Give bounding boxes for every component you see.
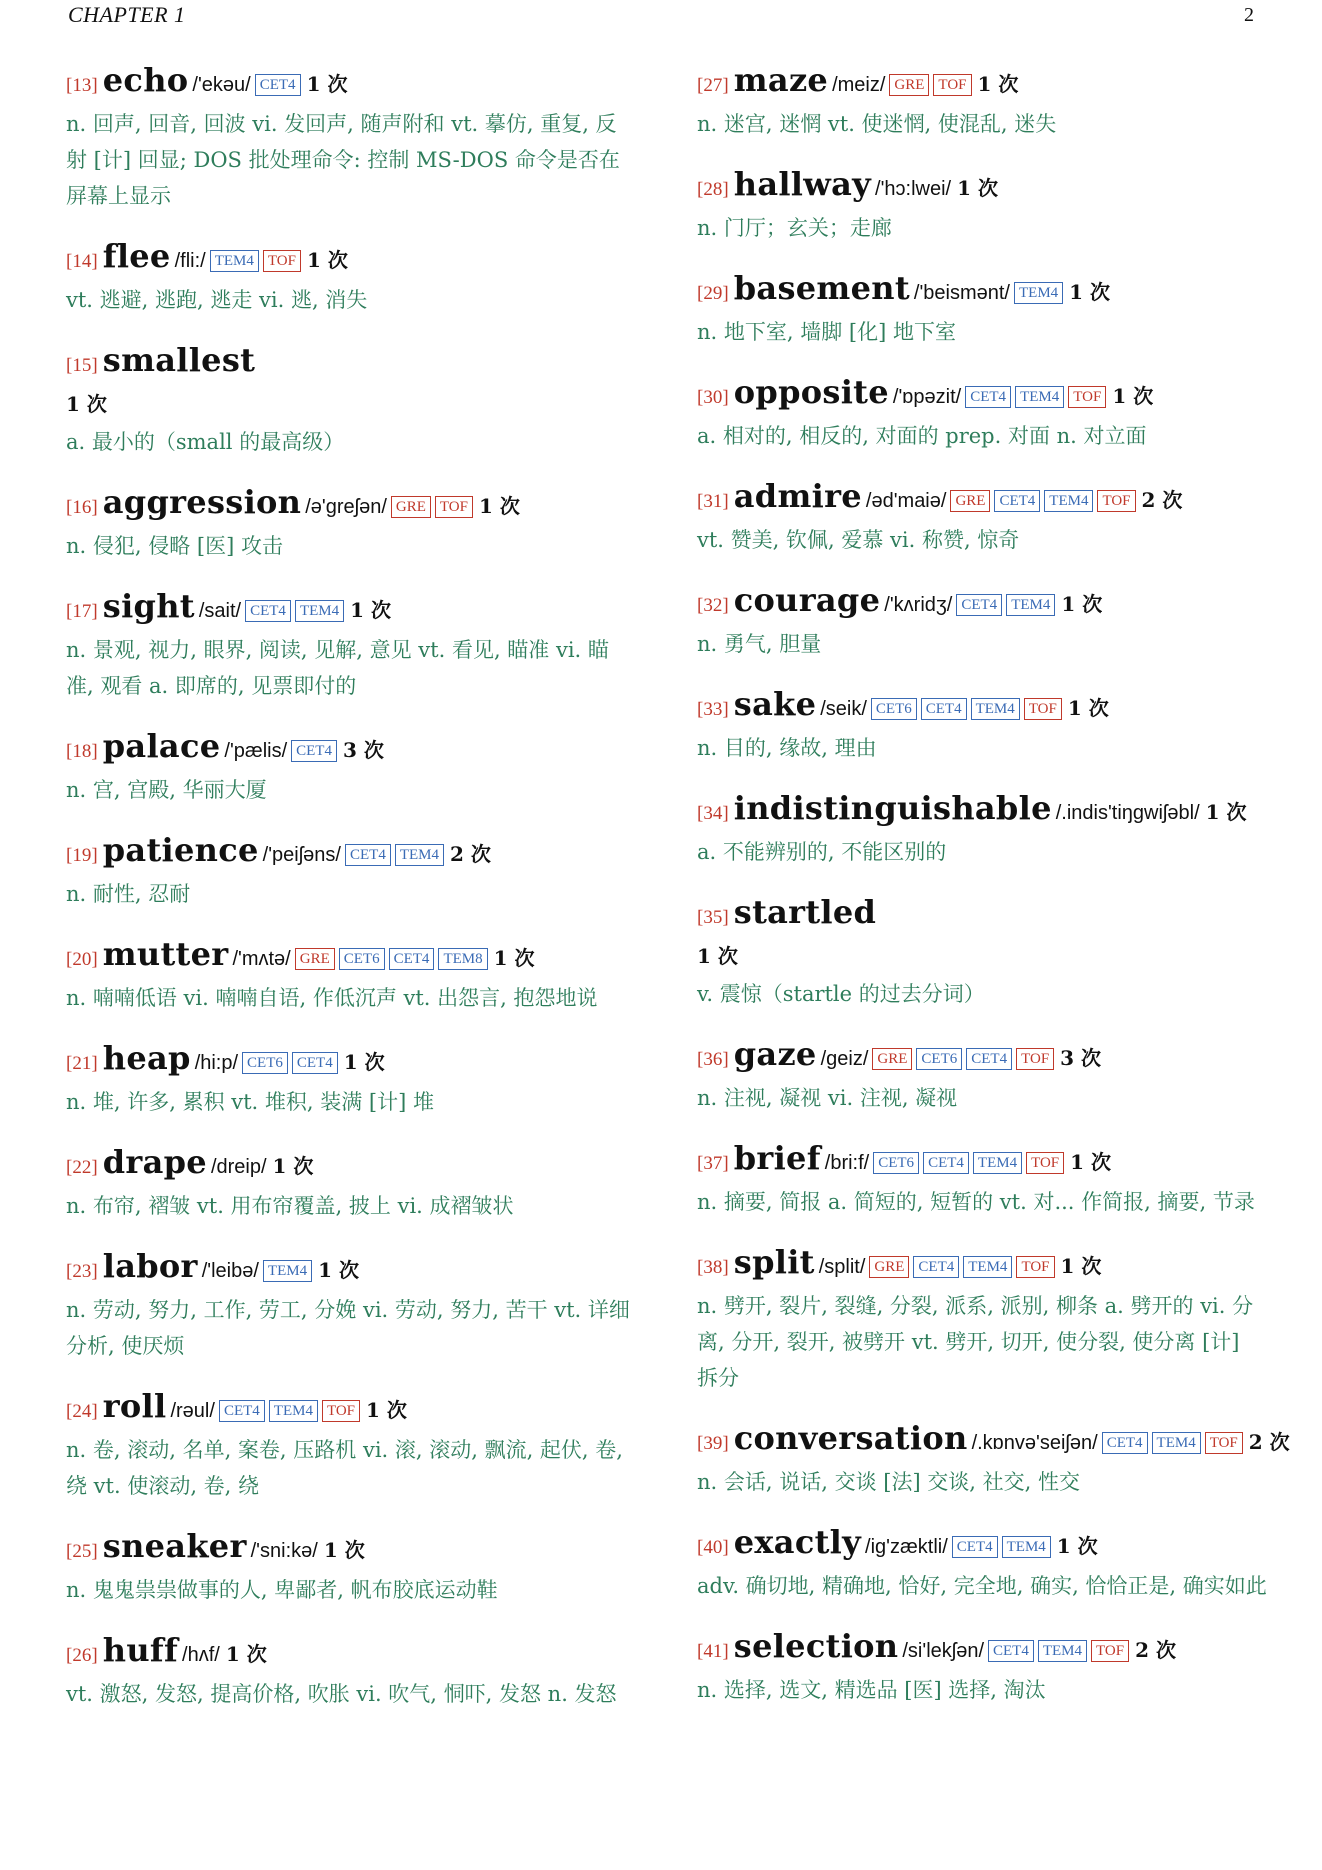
exam-tag: CET4 — [966, 1048, 1012, 1070]
entry-headline — [697, 1034, 1267, 1080]
definition: n. 注视, 凝视 vi. 注视, 凝视 — [697, 1086, 958, 1110]
vocab-entry — [697, 268, 1267, 350]
frequency-count: 1 次 — [272, 1154, 314, 1178]
frequency-count: 2 次 — [1141, 488, 1183, 512]
definition: n. 目的, 缘故, 理由 — [697, 736, 877, 760]
exam-tag: CET4 — [255, 74, 301, 96]
phonetic: /'sni:kə/ — [250, 1540, 318, 1562]
phonetic: /'kʌridʒ/ — [884, 594, 953, 616]
headword: flee — [102, 237, 171, 275]
definition: n. 选择, 选文, 精选品 [医] 选择, 淘汰 — [697, 1678, 1046, 1702]
exam-tag: TEM8 — [438, 948, 487, 970]
entry-headline — [66, 934, 636, 980]
phonetic: /'hɔ:lwei/ — [875, 178, 952, 200]
headword: maze — [733, 61, 829, 99]
entry-headline — [697, 164, 1267, 210]
definition: n. 景观, 视力, 眼界, 阅读, 见解, 意见 vt. 看见, 瞄准 vi. 瞄准, 观看 a. 即席的, 见票即付的 — [66, 638, 609, 698]
entry-number: [41] — [697, 1641, 729, 1662]
entry-number: [14] — [66, 251, 98, 272]
exam-tag: TOF — [1097, 490, 1135, 512]
headword: gaze — [733, 1035, 817, 1073]
definition: adv. 确切地, 精确地, 恰好, 完全地, 确实, 恰恰正是, 确实如此 — [697, 1574, 1267, 1598]
phonetic: /'mʌtə/ — [232, 948, 291, 970]
exam-tag: TEM4 — [963, 1256, 1012, 1278]
definition: vt. 逃避, 逃跑, 逃走 vi. 逃, 消失 — [66, 288, 368, 312]
exam-tag: CET6 — [916, 1048, 962, 1070]
entry-number: [36] — [697, 1049, 729, 1070]
entry-headline — [697, 580, 1267, 626]
exam-tag: CET6 — [873, 1152, 919, 1174]
entry-number: [39] — [697, 1433, 729, 1454]
vocab-entry — [66, 586, 636, 704]
definition: n. 回声, 回音, 回波 vi. 发回声, 随声附和 vt. 摹仿, 重复, 反射 [计] 回显; DOS 批处理命令: 控制 MS-DOS 命令是否在屏幕上显示 — [66, 112, 620, 208]
phonetic: /hi:p/ — [194, 1052, 239, 1074]
phonetic: /meiz/ — [832, 74, 886, 96]
headword: exactly — [733, 1523, 862, 1561]
phonetic: /.indis'tiŋgwiʃəbl/ — [1055, 802, 1200, 824]
vocab-entry — [66, 726, 636, 808]
entry-headline — [697, 476, 1267, 522]
exam-tag: TOF — [1016, 1048, 1054, 1070]
definition: n. 卷, 滚动, 名单, 案卷, 压路机 vi. 滚, 滚动, 飘流, 起伏, 卷, 绕 vt. 使滚动, 卷, 绕 — [66, 1438, 623, 1498]
phonetic: /split/ — [818, 1256, 866, 1278]
frequency-count: 1 次 — [478, 494, 520, 518]
headword: palace — [102, 727, 221, 765]
entry-headline — [697, 788, 1267, 834]
entry-headline — [697, 268, 1267, 314]
frequency-count: 1 次 — [1069, 280, 1111, 304]
exam-tag: CET6 — [871, 698, 917, 720]
page-header — [68, 0, 1254, 30]
entry-number: [16] — [66, 497, 98, 518]
exam-tag: TEM4 — [1152, 1432, 1201, 1454]
exam-tag: TEM4 — [295, 600, 344, 622]
definition: n. 侵犯, 侵略 [医] 攻击 — [66, 534, 283, 558]
exam-tag: CET4 — [389, 948, 435, 970]
frequency-count: 1 次 — [323, 1538, 365, 1562]
entry-headline — [66, 1246, 636, 1292]
entry-number: [35] — [697, 907, 729, 928]
exam-tag: CET4 — [956, 594, 1002, 616]
exam-tag: CET4 — [952, 1536, 998, 1558]
headword: aggression — [102, 483, 302, 521]
exam-tag: CET4 — [245, 600, 291, 622]
exam-tag: GRE — [869, 1256, 909, 1278]
entry-number: [22] — [66, 1157, 98, 1178]
definition: n. 堆, 许多, 累积 vt. 堆积, 装满 [计] 堆 — [66, 1090, 434, 1114]
frequency-count: 1 次 — [1112, 384, 1154, 408]
entry-headline — [697, 892, 1267, 938]
vocab-entry — [697, 1522, 1267, 1604]
exam-tag: CET4 — [921, 698, 967, 720]
definition: a. 不能辨别的, 不能区别的 — [697, 840, 947, 864]
vocab-entry — [66, 482, 636, 564]
phonetic: /sait/ — [198, 600, 242, 622]
entry-number: [34] — [697, 803, 729, 824]
frequency-count: 1 次 — [697, 944, 738, 968]
exam-tag: TOF — [933, 74, 971, 96]
frequency-count: 3 次 — [342, 738, 384, 762]
entry-headline — [66, 60, 636, 106]
vocab-entry — [66, 1142, 636, 1224]
vocab-entry — [66, 60, 636, 214]
entry-headline — [66, 236, 636, 282]
definition: n. 门厅；玄关；走廊 — [697, 216, 892, 240]
entry-headline — [697, 1626, 1267, 1672]
phonetic: /si'lekʃən/ — [902, 1640, 985, 1662]
left-column — [66, 60, 636, 1734]
exam-tag: TOF — [263, 250, 301, 272]
headword: drape — [102, 1143, 207, 1181]
vocab-entry — [66, 340, 636, 460]
frequency-count: 1 次 — [1056, 1534, 1098, 1558]
vocab-entry — [697, 60, 1267, 142]
entry-headline — [697, 372, 1267, 418]
entry-number: [37] — [697, 1153, 729, 1174]
frequency-count: 1 次 — [225, 1642, 267, 1666]
vocab-entry — [66, 1038, 636, 1120]
definition: n. 布帘, 褶皱 vt. 用布帘覆盖, 披上 vi. 成褶皱状 — [66, 1194, 514, 1218]
definition: vt. 激怒, 发怒, 提高价格, 吹胀 vi. 吹气, 恫吓, 发怒 n. 发怒 — [66, 1682, 617, 1706]
vocab-entry — [697, 1418, 1290, 1500]
headword: sake — [733, 685, 817, 723]
headword: sneaker — [102, 1527, 247, 1565]
exam-tag: TEM4 — [1015, 386, 1064, 408]
frequency-count: 2 次 — [450, 842, 491, 866]
phonetic: /'ekəu/ — [192, 74, 251, 96]
exam-tag: TEM4 — [395, 844, 444, 866]
entry-headline — [697, 1138, 1267, 1184]
entry-number: [23] — [66, 1261, 98, 1282]
frequency-count: 1 次 — [1067, 696, 1109, 720]
frequency-count: 1 次 — [957, 176, 999, 200]
headword: brief — [733, 1139, 821, 1177]
exam-tag: TOF — [1068, 386, 1106, 408]
entry-number: [40] — [697, 1537, 729, 1558]
definition: vt. 赞美, 钦佩, 爱慕 vi. 称赞, 惊奇 — [697, 528, 1020, 552]
definition: n. 喃喃低语 vi. 喃喃自语, 作低沉声 vt. 出怨言, 抱怨地说 — [66, 986, 598, 1010]
phonetic: /'ɒpəzit/ — [892, 386, 962, 408]
headword: patience — [102, 831, 259, 869]
exam-tag: CET6 — [339, 948, 385, 970]
vocab-entry — [697, 476, 1267, 558]
entry-headline — [66, 1038, 636, 1084]
entry-number: [15] — [66, 355, 98, 376]
exam-tag: TOF — [1205, 1432, 1243, 1454]
frequency-count: 1 次 — [1061, 592, 1103, 616]
exam-tag: TEM4 — [269, 1400, 318, 1422]
headword: sight — [102, 587, 195, 625]
definition: n. 摘要, 简报 a. 简短的, 短暂的 vt. 对... 作简报, 摘要, 节录 — [697, 1190, 1255, 1214]
headword: split — [733, 1243, 815, 1281]
entry-headline — [66, 726, 636, 772]
exam-tag: TOF — [1026, 1152, 1064, 1174]
definition: n. 耐性, 忍耐 — [66, 882, 191, 906]
vocab-entry — [66, 1386, 636, 1504]
vocab-entry — [697, 580, 1267, 662]
entry-headline — [66, 340, 636, 386]
headword: opposite — [733, 373, 889, 411]
phonetic: /seik/ — [820, 698, 867, 720]
definition: n. 迷宫, 迷惘 vt. 使迷惘, 使混乱, 迷失 — [697, 112, 1057, 136]
headword: smallest — [102, 341, 256, 379]
entry-number: [26] — [66, 1645, 98, 1666]
entry-number: [27] — [697, 75, 729, 96]
phonetic: /ig'zæktli/ — [865, 1536, 948, 1558]
exam-tag: TEM4 — [973, 1152, 1022, 1174]
entry-headline — [66, 482, 636, 528]
definition: v. 震惊（startle 的过去分词） — [697, 982, 985, 1006]
exam-tag: TEM4 — [1002, 1536, 1051, 1558]
entry-headline — [697, 60, 1267, 106]
phonetic: /dreip/ — [210, 1156, 267, 1178]
frequency-count: 1 次 — [350, 598, 391, 622]
vocab-entry — [66, 1526, 636, 1608]
headword: conversation — [733, 1419, 968, 1457]
entry-headline — [66, 1386, 636, 1432]
exam-tag: CET4 — [292, 1052, 338, 1074]
frequency-count: 1 次 — [493, 946, 535, 970]
entry-headline — [66, 830, 636, 876]
exam-tag: CET4 — [1102, 1432, 1148, 1454]
frequency-count: 1 次 — [343, 1050, 385, 1074]
exam-tag: GRE — [950, 490, 990, 512]
exam-tag: CET4 — [965, 386, 1011, 408]
entry-headline — [66, 586, 636, 632]
entry-headline — [697, 1418, 1290, 1464]
exam-tag: CET4 — [988, 1640, 1034, 1662]
vocab-entry — [66, 934, 636, 1016]
exam-tag: TEM4 — [263, 1260, 312, 1282]
frequency-count: 1 次 — [66, 392, 107, 416]
frequency-count: 1 次 — [977, 72, 1019, 96]
vocab-entry — [697, 1242, 1267, 1396]
exam-tag: CET4 — [219, 1400, 265, 1422]
vocab-entry — [66, 1246, 636, 1364]
phonetic: /ə'greʃən/ — [305, 496, 387, 518]
definition: n. 地下室, 墙脚 [化] 地下室 — [697, 320, 956, 344]
definition: n. 劈开, 裂片, 裂缝, 分裂, 派系, 派别, 柳条 a. 劈开的 vi. 分离, 分开, 裂开, 被劈开 vt. 劈开, 切开, 使分裂, 使分离 [计] 拆分 — [697, 1294, 1254, 1390]
headword: labor — [102, 1247, 198, 1285]
entry-number: [38] — [697, 1257, 729, 1278]
definition: n. 勇气, 胆量 — [697, 632, 822, 656]
phonetic: /əd'maiə/ — [865, 490, 947, 512]
vocab-entry — [697, 1034, 1267, 1116]
chapter-title: CHAPTER 1 — [68, 2, 186, 27]
page-number: 2 — [1244, 3, 1254, 26]
exam-tag: CET4 — [923, 1152, 969, 1174]
frequency-count: 1 次 — [318, 1258, 359, 1282]
exam-tag: TEM4 — [971, 698, 1020, 720]
exam-tag: TEM4 — [1038, 1640, 1087, 1662]
right-column — [697, 60, 1290, 1730]
entry-headline — [66, 1142, 636, 1188]
entry-headline — [697, 1242, 1267, 1288]
exam-tag: TEM4 — [210, 250, 259, 272]
phonetic: /'pælis/ — [224, 740, 288, 762]
frequency-count: 3 次 — [1060, 1046, 1102, 1070]
vocab-entry — [697, 892, 1267, 1012]
headword: huff — [102, 1631, 179, 1669]
headword: hallway — [733, 165, 872, 203]
headword: selection — [733, 1627, 899, 1665]
headword: admire — [733, 477, 862, 515]
phonetic: /'leibə/ — [201, 1260, 259, 1282]
exam-tag: TEM4 — [1044, 490, 1093, 512]
frequency-count: 1 次 — [366, 1398, 407, 1422]
phonetic: /hʌf/ — [182, 1644, 220, 1666]
entry-number: [20] — [66, 949, 98, 970]
exam-tag: CET4 — [345, 844, 391, 866]
definition: a. 最小的（small 的最高级） — [66, 430, 345, 454]
vocab-entry — [66, 236, 636, 318]
frequency-count: 2 次 — [1248, 1430, 1290, 1454]
frequency-count: 1 次 — [1205, 800, 1247, 824]
frequency-count: 1 次 — [306, 248, 348, 272]
exam-tag: TOF — [435, 496, 473, 518]
phonetic: /geiz/ — [820, 1048, 869, 1070]
exam-tag: CET6 — [242, 1052, 288, 1074]
entry-number: [30] — [697, 387, 729, 408]
exam-tag: CET4 — [994, 490, 1040, 512]
frequency-count: 1 次 — [1060, 1254, 1102, 1278]
exam-tag: GRE — [295, 948, 335, 970]
entry-headline — [66, 1630, 636, 1676]
entry-number: [21] — [66, 1053, 98, 1074]
headword: heap — [102, 1039, 191, 1077]
vocab-entry — [697, 1626, 1267, 1708]
headword: startled — [733, 893, 877, 931]
entry-number: [17] — [66, 601, 98, 622]
definition: n. 宫, 宫殿, 华丽大厦 — [66, 778, 267, 802]
entry-number: [18] — [66, 741, 98, 762]
vocab-entry — [66, 1630, 636, 1712]
vocab-entry — [697, 684, 1267, 766]
definition: n. 劳动, 努力, 工作, 劳工, 分娩 vi. 劳动, 努力, 苦干 vt. 详细分析, 使厌烦 — [66, 1298, 630, 1358]
frequency-count: 2 次 — [1135, 1638, 1176, 1662]
entry-headline — [697, 1522, 1267, 1568]
entry-number: [28] — [697, 179, 729, 200]
exam-tag: GRE — [391, 496, 431, 518]
entry-number: [29] — [697, 283, 729, 304]
headword: indistinguishable — [733, 789, 1052, 827]
phonetic: /'peiʃəns/ — [262, 844, 341, 866]
phonetic: /fli:/ — [174, 250, 206, 272]
frequency-count: 1 次 — [306, 72, 348, 96]
exam-tag: TOF — [1016, 1256, 1054, 1278]
entry-headline — [697, 684, 1267, 730]
headword: basement — [733, 269, 910, 307]
headword: echo — [102, 61, 189, 99]
vocab-entry — [66, 830, 636, 912]
count-line — [697, 938, 1267, 976]
headword: mutter — [102, 935, 229, 973]
phonetic: /bri:f/ — [824, 1152, 870, 1174]
frequency-count: 1 次 — [1070, 1150, 1112, 1174]
headword: roll — [102, 1387, 167, 1425]
phonetic: /rəul/ — [170, 1400, 215, 1422]
exam-tag: GRE — [889, 74, 929, 96]
entry-number: [19] — [66, 845, 98, 866]
headword: courage — [733, 581, 881, 619]
exam-tag: TOF — [1091, 1640, 1129, 1662]
entry-number: [31] — [697, 491, 729, 512]
exam-tag: TOF — [1024, 698, 1062, 720]
exam-tag: CET4 — [913, 1256, 959, 1278]
entry-number: [13] — [66, 75, 98, 96]
entry-headline — [66, 1526, 636, 1572]
exam-tag: GRE — [872, 1048, 912, 1070]
exam-tag: TOF — [322, 1400, 360, 1422]
vocab-entry — [697, 788, 1267, 870]
entry-number: [24] — [66, 1401, 98, 1422]
definition: a. 相对的, 相反的, 对面的 prep. 对面 n. 对立面 — [697, 424, 1147, 448]
definition: n. 鬼鬼祟祟做事的人, 卑鄙者, 帆布胶底运动鞋 — [66, 1578, 498, 1602]
phonetic: /'beismənt/ — [913, 282, 1010, 304]
count-line — [66, 386, 636, 424]
exam-tag: CET4 — [291, 740, 337, 762]
entry-number: [33] — [697, 699, 729, 720]
phonetic: /.kɒnvə'seiʃən/ — [971, 1432, 1098, 1454]
entry-number: [25] — [66, 1541, 98, 1562]
definition: n. 会话, 说话, 交谈 [法] 交谈, 社交, 性交 — [697, 1470, 1081, 1494]
vocab-entry — [697, 1138, 1267, 1220]
exam-tag: TEM4 — [1014, 282, 1063, 304]
vocab-entry — [697, 372, 1267, 454]
vocab-entry — [697, 164, 1267, 246]
exam-tag: TEM4 — [1006, 594, 1055, 616]
entry-number: [32] — [697, 595, 729, 616]
